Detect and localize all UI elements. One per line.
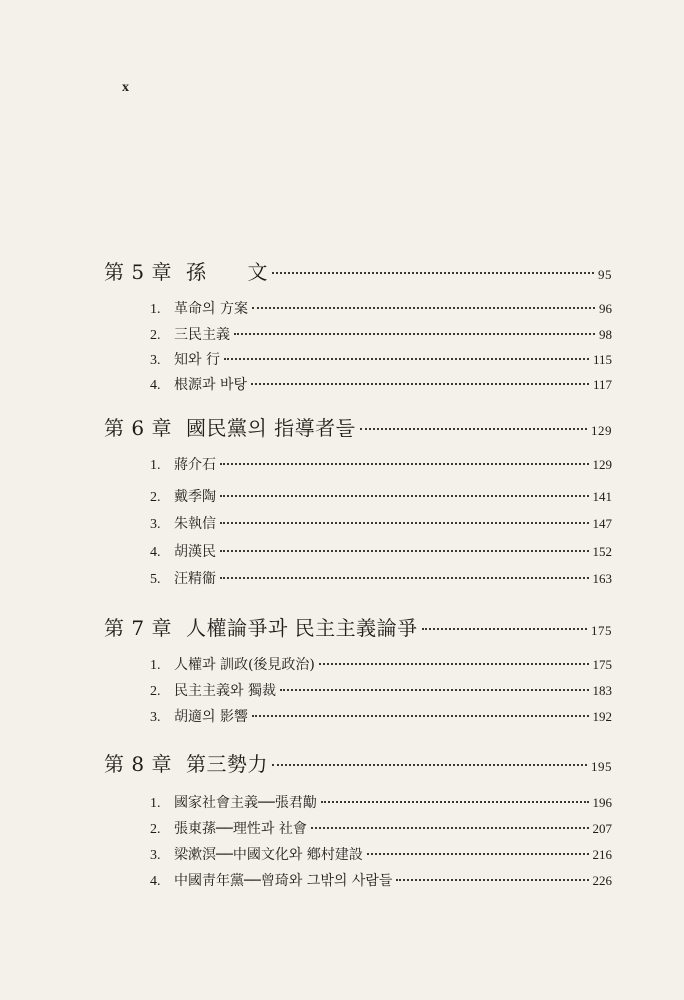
section-number: 2. bbox=[150, 490, 161, 505]
dot-leader bbox=[321, 801, 589, 803]
dot-leader bbox=[396, 879, 588, 881]
dot-leader bbox=[251, 383, 589, 385]
section-page: 129 bbox=[592, 457, 612, 472]
section-title: 知와 行 bbox=[174, 352, 220, 368]
section-title: 張東蓀──理性과 社會 bbox=[174, 821, 307, 837]
section-page: 175 bbox=[592, 657, 612, 672]
section-title: 汪精衞 bbox=[174, 571, 216, 587]
dot-leader bbox=[422, 628, 587, 630]
dot-leader bbox=[220, 577, 589, 579]
section-page: 117 bbox=[592, 377, 612, 392]
dot-leader bbox=[234, 333, 595, 335]
dot-leader bbox=[272, 272, 594, 274]
dot-leader bbox=[252, 307, 595, 309]
section-page: 115 bbox=[592, 352, 612, 367]
section-number: 1. bbox=[150, 796, 161, 811]
section-row bbox=[150, 870, 612, 890]
dot-leader bbox=[360, 428, 588, 430]
section-row bbox=[150, 298, 612, 318]
section-number: 1. bbox=[150, 658, 161, 673]
section-title: 國家社會主義──張君勱 bbox=[174, 795, 317, 811]
section-page: 147 bbox=[592, 516, 612, 531]
chapter-title: 第三勢力 bbox=[186, 752, 268, 776]
chapter-number: 第 6 章 bbox=[104, 416, 172, 440]
section-title: 三民主義 bbox=[174, 327, 230, 343]
section-number: 1. bbox=[150, 302, 161, 317]
section-row bbox=[150, 513, 612, 533]
section-row bbox=[150, 680, 612, 700]
section-page: 196 bbox=[592, 795, 612, 810]
chapter-page: 95 bbox=[598, 267, 612, 282]
section-page: 98 bbox=[599, 327, 612, 342]
section-page: 163 bbox=[592, 571, 612, 586]
dot-leader bbox=[224, 358, 589, 360]
section-page: 207 bbox=[592, 821, 612, 836]
section-row bbox=[150, 541, 612, 561]
section-title: 中國靑年黨──曾琦와 그밖의 사람들 bbox=[174, 873, 393, 889]
section-number: 4. bbox=[150, 874, 161, 889]
section-title: 民主主義와 獨裁 bbox=[174, 683, 276, 699]
section-row bbox=[150, 654, 612, 674]
section-page: 141 bbox=[592, 489, 612, 504]
section-number: 3. bbox=[150, 848, 161, 863]
section-row bbox=[150, 374, 612, 394]
section-page: 216 bbox=[592, 847, 612, 862]
chapter-number: 第 5 章 bbox=[104, 260, 172, 284]
section-row bbox=[150, 844, 612, 864]
dot-leader bbox=[311, 827, 589, 829]
section-row bbox=[150, 324, 612, 344]
chapter-page: 129 bbox=[591, 423, 612, 438]
section-title: 胡適의 影響 bbox=[174, 709, 248, 725]
section-number: 5. bbox=[150, 572, 161, 587]
section-number: 4. bbox=[150, 378, 161, 393]
dot-leader bbox=[252, 715, 589, 717]
section-row bbox=[150, 792, 612, 812]
section-title: 胡漢民 bbox=[174, 544, 216, 560]
chapter-number: 第 7 章 bbox=[104, 616, 172, 640]
section-row bbox=[150, 818, 612, 838]
section-number: 4. bbox=[150, 545, 161, 560]
dot-leader bbox=[220, 522, 589, 524]
section-row bbox=[150, 349, 612, 369]
section-title: 人權과 訓政(後見政治) bbox=[174, 657, 315, 673]
section-page: 96 bbox=[599, 301, 612, 316]
chapter-page: 195 bbox=[591, 759, 612, 774]
section-number: 3. bbox=[150, 710, 161, 725]
section-title: 戴季陶 bbox=[174, 489, 216, 505]
section-row bbox=[150, 706, 612, 726]
section-page: 192 bbox=[592, 709, 612, 724]
page-number: x bbox=[122, 80, 129, 95]
chapter-title: 孫 文 bbox=[186, 260, 268, 284]
chapter-page: 175 bbox=[591, 623, 612, 638]
section-number: 2. bbox=[150, 328, 161, 343]
section-title: 梁漱溟──中國文化와 鄕村建設 bbox=[174, 847, 363, 863]
chapter-title: 人權論爭과 民主主義論爭 bbox=[186, 616, 418, 640]
section-number: 1. bbox=[150, 458, 161, 473]
dot-leader bbox=[367, 853, 589, 855]
dot-leader bbox=[319, 663, 589, 665]
chapter-5-row bbox=[104, 256, 612, 285]
section-title: 革命의 方案 bbox=[174, 301, 248, 317]
section-number: 2. bbox=[150, 684, 161, 699]
dot-leader bbox=[272, 764, 587, 766]
section-row bbox=[150, 454, 612, 474]
chapter-8-row bbox=[104, 748, 612, 777]
section-page: 152 bbox=[592, 544, 612, 559]
dot-leader bbox=[220, 550, 589, 552]
dot-leader bbox=[220, 463, 589, 465]
chapter-7-row bbox=[104, 612, 612, 641]
section-number: 3. bbox=[150, 517, 161, 532]
dot-leader bbox=[280, 689, 589, 691]
section-title: 朱執信 bbox=[174, 516, 216, 532]
section-number: 3. bbox=[150, 353, 161, 368]
chapter-title: 國民黨의 指導者들 bbox=[186, 416, 356, 440]
section-number: 2. bbox=[150, 822, 161, 837]
section-page: 183 bbox=[592, 683, 612, 698]
section-page: 226 bbox=[592, 873, 612, 888]
section-row bbox=[150, 568, 612, 588]
section-row bbox=[150, 486, 612, 506]
section-title: 根源과 바탕 bbox=[174, 377, 248, 393]
section-title: 蔣介石 bbox=[174, 457, 216, 473]
chapter-number: 第 8 章 bbox=[104, 752, 172, 776]
chapter-6-row bbox=[104, 412, 612, 441]
dot-leader bbox=[220, 495, 589, 497]
